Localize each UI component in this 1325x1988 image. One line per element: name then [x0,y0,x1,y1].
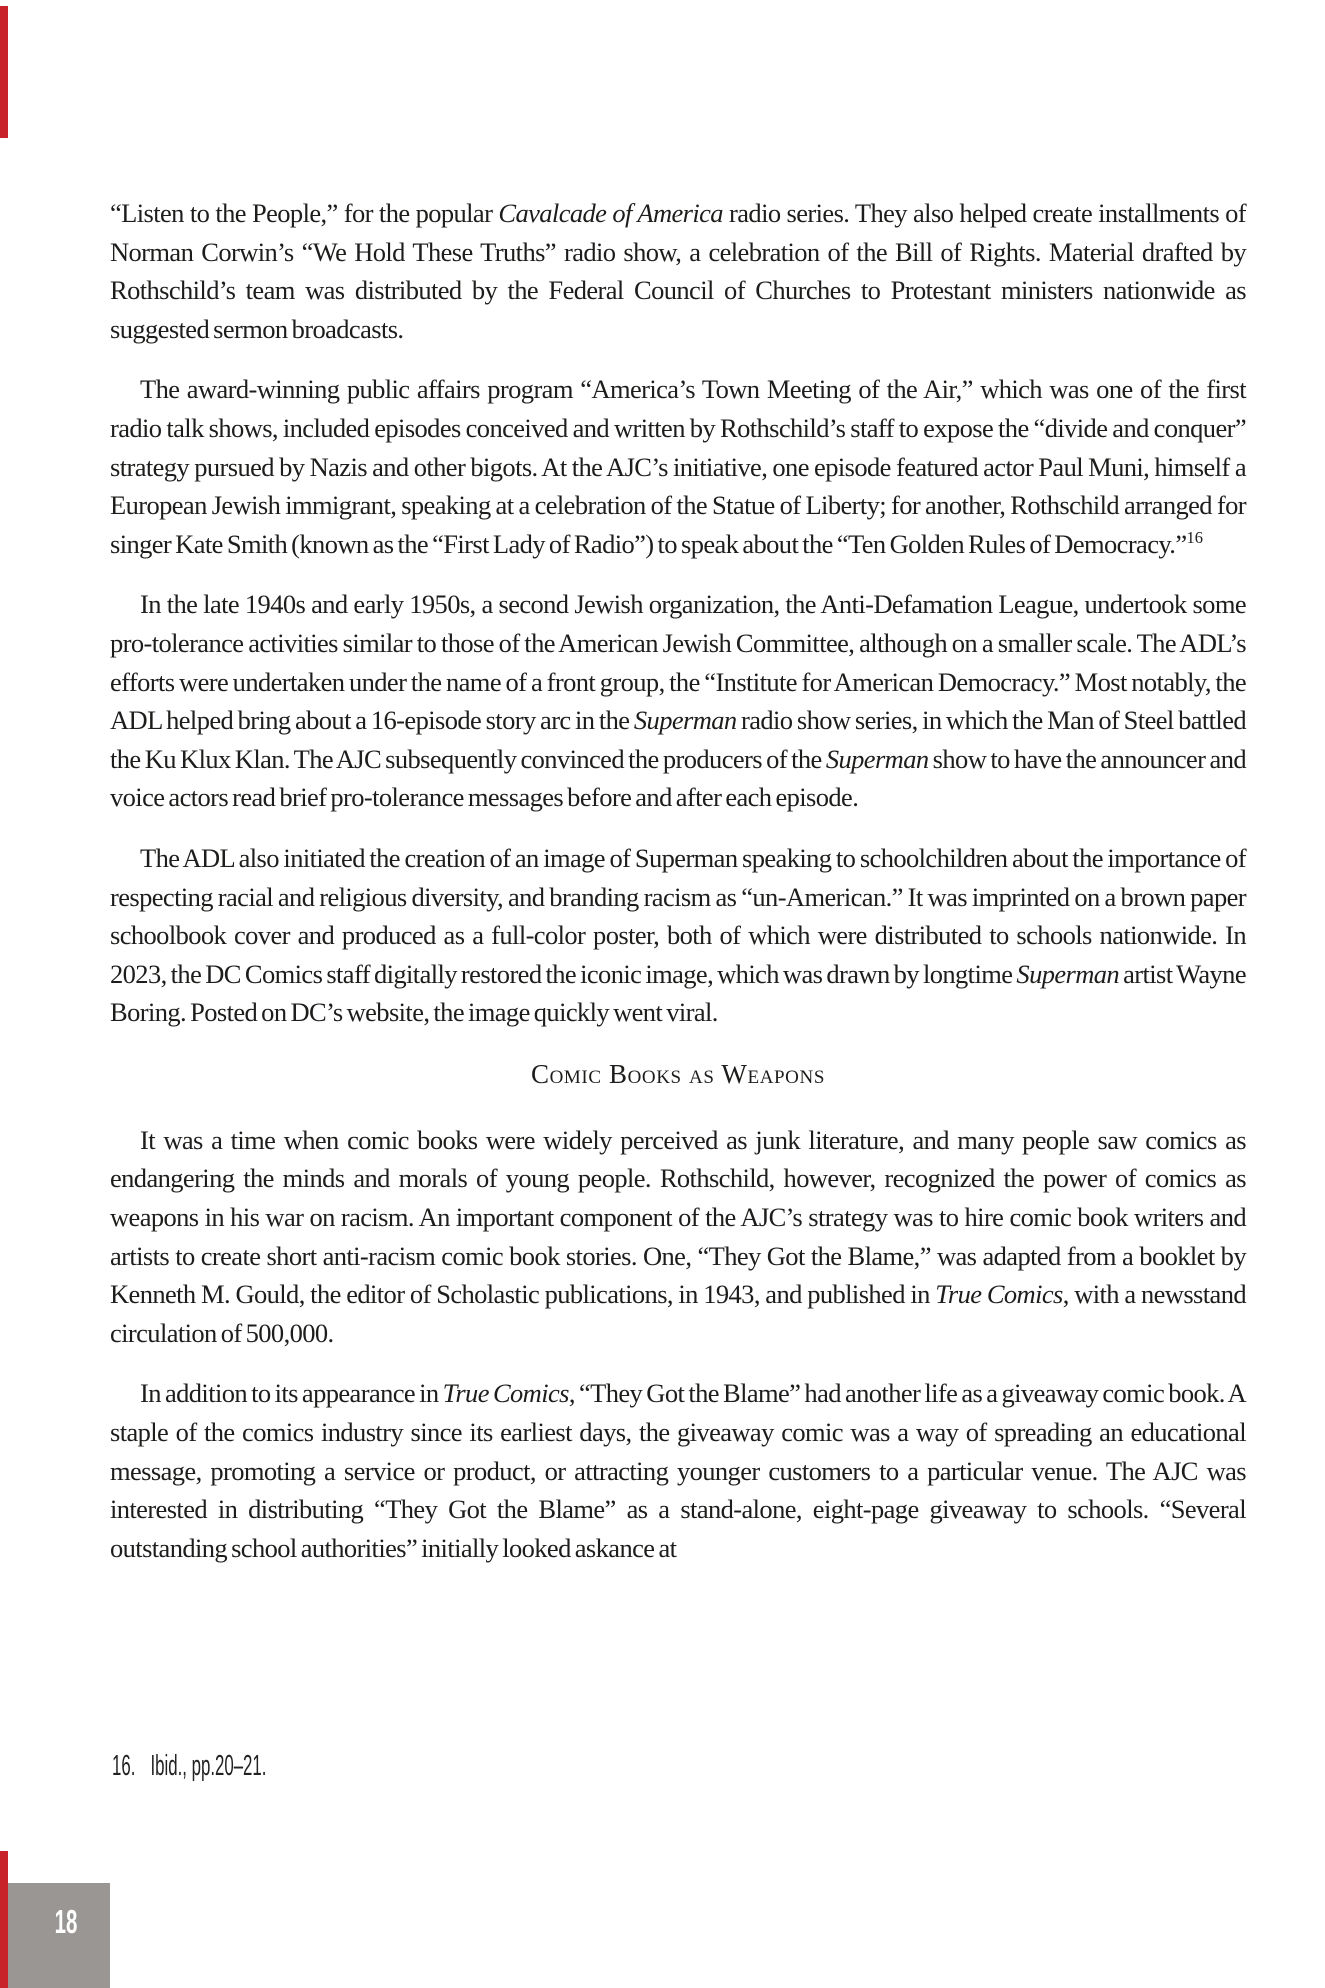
italic-text: Superman [825,743,929,774]
body-paragraph [110,194,1246,348]
footnote-ref: 16 [1186,527,1203,547]
body-paragraph [110,585,1246,817]
body-text: show to have the announcer and voice actors read brief pro-tolerance messages before and after each episode. [110,743,1247,813]
body-text: artist Wayne Boring. Posted on DC’s website, the image quickly went viral. [110,958,1246,1028]
page-number-box [0,1883,110,1988]
body-text: radio show series, in which the Man of Steel battled the Ku Klux Klan. The AJC subsequently convinced the producers of the [110,705,1247,774]
body-text: It was a time when comic books were widely perceived as junk literature, and many people saw comics as endangering the minds and morals of young people. Rothschild, however, recognized the power of comics as weapons in his war on racism. An important component of the AJC’s strategy was to hire comic book writers and artists to create short anti-racism comic book stories. One, “They Got the Blame,” was adapted from a booklet by Kenneth M. Gould, the editor of Scholastic publications, in 1943, and published in [110,1124,1246,1310]
red-edge-stripe-top [0,6,8,138]
body-paragraph [110,370,1246,563]
paragraphs-after-heading [110,1121,1246,1568]
italic-text: True Comics [935,1279,1063,1310]
body-text: In the late 1940s and early 1950s, a second Jewish organization, the Anti-Defamation League, undertook some pro-tolerance activities similar to those of the American Jewish Committee, although on a smaller scale. The ADL’s efforts were undertaken under the name of a front group, the “Institute for American Democracy.” Most notably, the ADL helped bring about a 16-episode story arc in the [110,589,1246,736]
red-edge-stripe-bottom [0,1851,8,1988]
body-text: The award-winning public affairs program “America’s Town Meeting of the Air,” which was one of the first radio talk shows, included episodes conceived and written by Rothschild’s staff to expose the “divide and conquer” strategy pursued by Nazis and other bigots. At the AJC’s initiative, one episode featured actor Paul Muni, himself a European Jewish immigrant, speaking at a celebration of the Statue of Liberty; for another, Rothschild arranged for singer Kate Smith (known as the “First Lady of Radio”) to speak about the “Ten Golden Rules of Democracy.” [110,374,1246,559]
body-text: In addition to its appearance in [140,1378,443,1409]
body-text: radio series. They also helped create installments of Norman Corwin’s “We Hold These Truths” radio show, a celebration of the Bill of Rights. Material drafted by Rothschild’s team was distributed by the Federal Council of Churches to Protestant ministers nationwide as suggested sermon broadcasts. [110,198,1246,344]
footnote-text: Ibid., pp.20–21. [150,1750,267,1782]
italic-text: True Comics [442,1378,569,1409]
page-number: 18 [54,1902,78,1940]
footnote-number: 16. [112,1750,136,1782]
body-text-block [110,194,1246,1589]
body-paragraph [110,839,1246,1032]
body-paragraph [110,1374,1246,1567]
body-text: “Listen to the People,” for the popular [110,198,499,228]
body-text: The ADL also initiated the creation of an image of Superman speaking to schoolchildren about the importance of respecting racial and religious diversity, and branding racism as “un-American.” It was imprinted on a brown paper schoolbook cover and produced as a full-color poster, both of which were distributed to schools nationwide. In 2023, the DC Comics staff digitally restored the iconic image, which was drawn by longtime [110,842,1246,989]
body-text: , with a newsstand circulation of 500,000. [110,1279,1246,1348]
body-text: , “They Got the Blame” had another life as a giveaway comic book. A staple of the comics industry since its earliest days, the giveaway comic was a way of spreading an educational message, promoting a service or product, or attracting younger customers to a particular venue. The AJC was interested in distributing “They Got the Blame” as a stand-alone, eight-page giveaway to schools. “Several outstanding school authorities” initially looked askance at [110,1378,1246,1563]
italic-text: Superman [1016,958,1120,989]
italic-text: Cavalcade of America [498,198,723,228]
section-heading: Comic Books as Weapons [530,1058,825,1089]
italic-text: Superman [633,705,737,736]
body-paragraph [110,1121,1246,1353]
paragraphs-before-heading [110,194,1246,1032]
footnote [112,1751,266,1781]
